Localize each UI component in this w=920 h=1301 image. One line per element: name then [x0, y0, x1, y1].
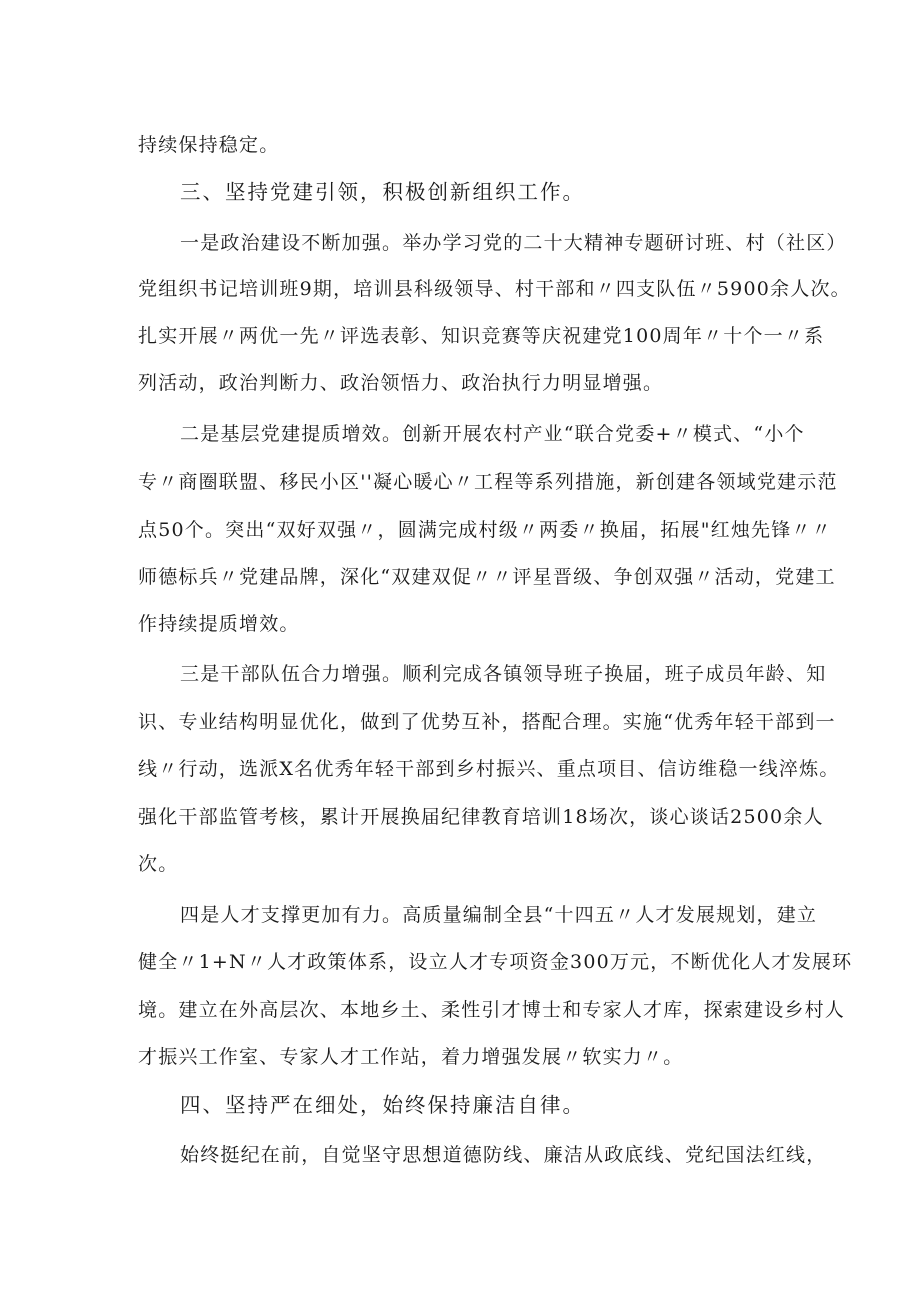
- paragraph-line: 健全〃1+N〃人才政策体系，设立人才专项资金300万元，不断优化人才发展环: [138, 951, 853, 973]
- paragraph-line: 一是政治建设不断加强。举办学习党的二十大精神专题研讨班、村（社区）: [180, 232, 847, 254]
- paragraph-line: 识、专业结构明显优化，做到了优势互补，搭配合理。实施“优秀年轻干部到一: [138, 711, 836, 733]
- paragraph-line: 始终挺纪在前，自觉坚守思想道德防线、廉洁从政底线、党纪国法红线，: [180, 1144, 827, 1166]
- section-heading: 三、坚持党建引领，积极创新组织工作。: [180, 180, 585, 204]
- paragraph-line: 专〃商圈联盟、移民小区''凝心暖心〃工程等系列措施，新创建各领域党建示范: [138, 471, 838, 493]
- paragraph-line: 次。: [138, 853, 179, 875]
- paragraph-line: 扎实开展〃两优一先〃评选表彰、知识竞赛等庆祝建党100周年〃十个一〃系: [138, 325, 825, 347]
- paragraph-line: 强化干部监管考核，累计开展换届纪律教育培训18场次，谈心谈话2500余人: [138, 806, 824, 828]
- paragraph-line: 三是干部队伍合力增强。顺利完成各镇领导班子换届，班子成员年龄、知: [180, 663, 827, 685]
- paragraph-line: 线〃行动，选派X名优秀年轻干部到乡村振兴、重点项目、信访维稳一线淬炼。: [138, 758, 840, 780]
- paragraph-line: 才振兴工作室、专家人才工作站，着力增强发展〃软实力〃。: [138, 1046, 684, 1068]
- paragraph-line: 列活动，政治判断力、政治领悟力、政治执行力明显增强。: [138, 372, 664, 394]
- paragraph-line: 二是基层党建提质增效。创新开展农村产业“联合党委+〃模式、“小个: [180, 423, 805, 445]
- paragraph-line: 四是人才支撑更加有力。高质量编制全县“十四五〃人才发展规划，建立: [180, 904, 818, 926]
- paragraph-line: 点50个。突出“双好双强〃，圆满完成村级〃两委〃换届，拓展"红烛先锋〃〃: [138, 519, 832, 541]
- paragraph-line: 师德标兵〃党建品牌，深化“双建双促〃〃评星晋级、争创双强〃活动，党建工: [138, 566, 836, 588]
- paragraph-line: 作持续提质增效。: [138, 613, 300, 635]
- paragraph-line: 境。建立在外高层次、本地乡土、柔性引才博士和专家人才库，探索建设乡村人: [138, 999, 846, 1021]
- section-heading: 四、坚持严在细处，始终保持廉洁自律。: [180, 1093, 585, 1117]
- paragraph-line: 持续保持稳定。: [138, 134, 280, 156]
- paragraph-line: 党组织书记培训班9期，培训县科级领导、村干部和〃四支队伍〃5900余人次。: [138, 278, 851, 300]
